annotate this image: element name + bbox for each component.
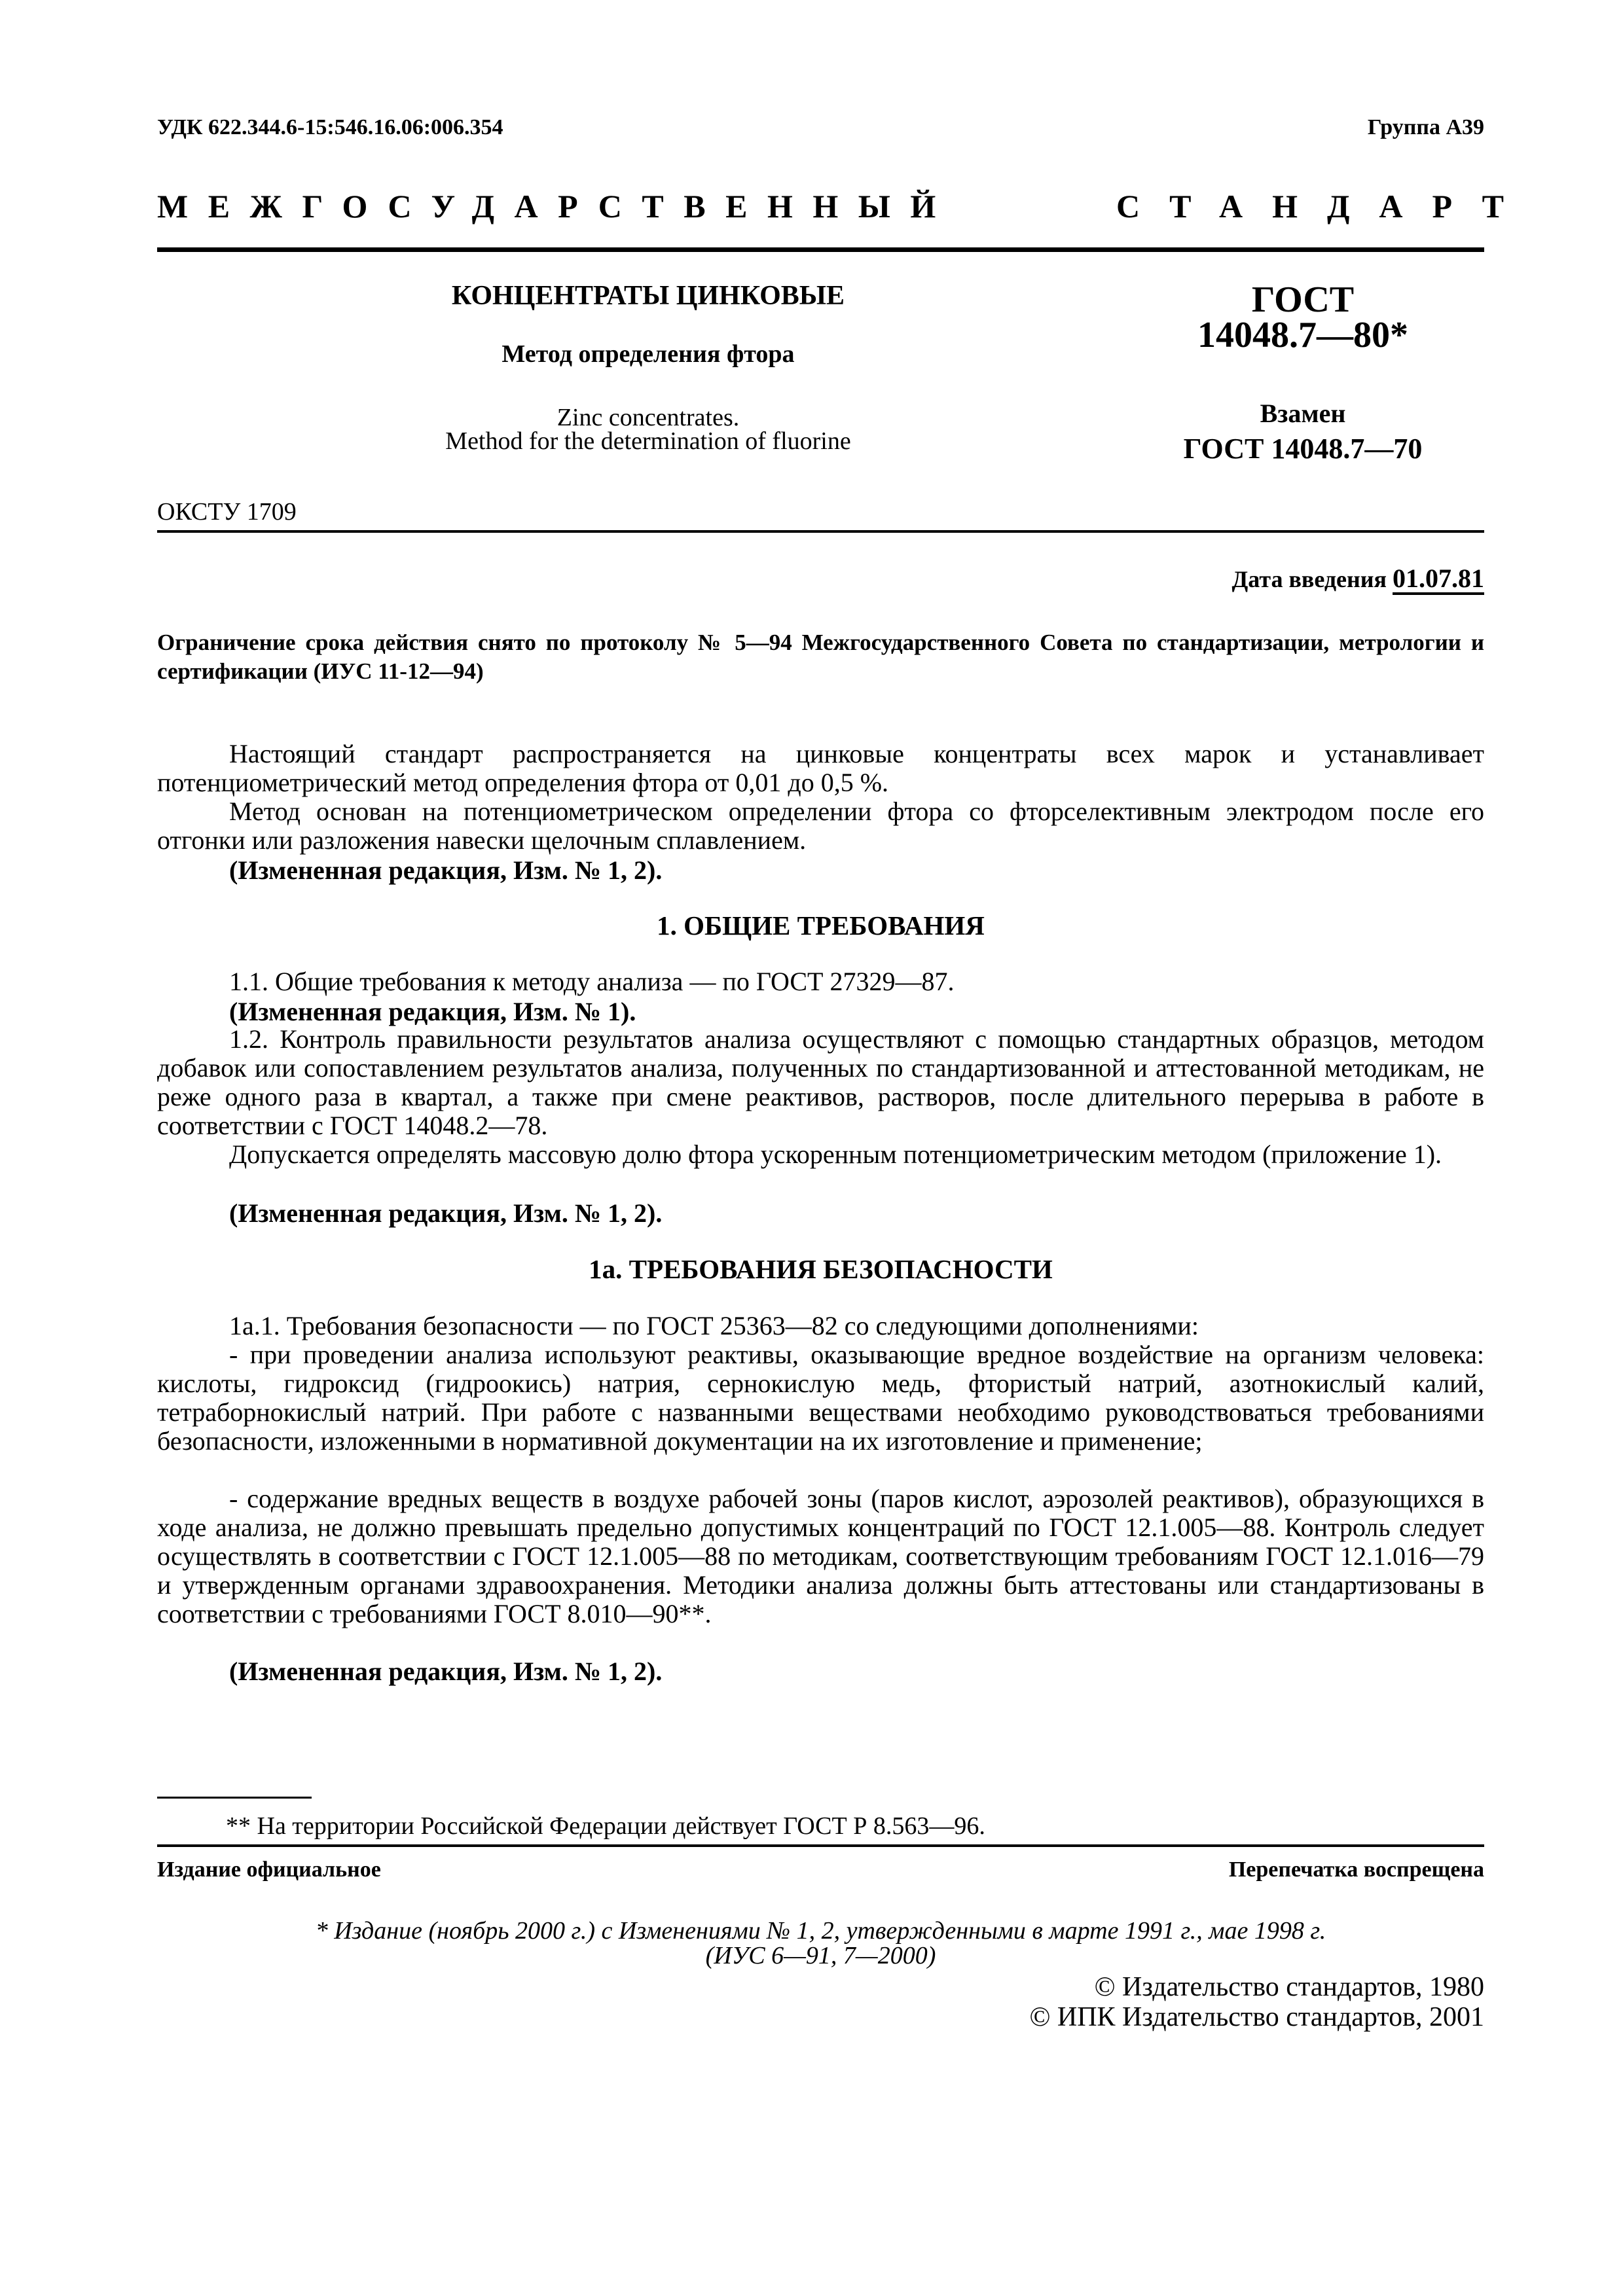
banner-standard: СТАНДАРТ	[1116, 188, 1533, 224]
paragraph-1-1: 1.1. Общие требования к методу анализа — по ГОСТ 27329—87.	[229, 967, 955, 996]
footnote: ** На территории Российской Федерации действует ГОСТ Р 8.563—96.	[226, 1812, 985, 1840]
limitation-note: Ограничение срока действия снято по протоколу № 5—94 Межгосударственного Совета по стандартизации, метрологии и сертификации (ИУС 11-12—94)	[157, 630, 1484, 684]
introduction-date	[1232, 563, 1485, 594]
section-heading-general: 1. ОБЩИЕ ТРЕБОВАНИЯ	[657, 910, 985, 941]
paragraph-1-2: 1.2. Контроль правильности результатов анализа осуществляют с помощью стандартных образцов, методом добавок или сопоставлением результатов анализа, полученных по стандартизованной и аттестованной методикам, не реже одного раза в квартал, а также при смене реактивов, растворов, после длительного перерыва в работе в соответствии с ГОСТ 14048.2—78.	[157, 1024, 1484, 1140]
amendment-note: (Измененная редакция, Изм. № 1, 2).	[229, 1198, 663, 1228]
replaces-label: Взамен	[1260, 399, 1346, 428]
copyright-1980: © Издательство стандартов, 1980	[1094, 1972, 1484, 2002]
title-block-rule	[157, 530, 1484, 533]
amendment-note: (Измененная редакция, Изм. № 1, 2).	[229, 1657, 663, 1686]
udk-code: УДК 622.344.6-15:546.16.06:006.354	[157, 115, 503, 139]
gost-label: ГОСТ	[1251, 279, 1355, 320]
footer-rule	[157, 1844, 1484, 1847]
banner-interstate: МЕЖГОСУДАРСТВЕННЫЙ	[157, 188, 956, 224]
edition-note-line-2: (ИУС 6—91, 7—2000)	[705, 1942, 936, 1969]
english-title-line-1: Zinc concentrates.	[556, 404, 740, 431]
header-rule	[157, 247, 1484, 252]
introduction-date-label: Дата введения	[1231, 566, 1387, 592]
official-edition: Издание официальное	[157, 1857, 381, 1882]
paragraph-1a-1: 1а.1. Требования безопасности — по ГОСТ 25363—82 со следующими дополнениями:	[229, 1311, 1199, 1340]
amendment-note: (Измененная редакция, Изм. № 1).	[229, 997, 636, 1026]
edition-note-line-1: * Издание (ноябрь 2000 г.) с Изменениями № 1, 2, утвержденными в марте 1991 г., мае 1998 г.	[315, 1917, 1326, 1945]
paragraph-method: Метод основан на потенциометрическом определении фтора со фторселективным электродом после его отгонки или разложения навески щелочным сплавлением.	[157, 797, 1484, 855]
document-subtitle: Метод определения фтора	[501, 340, 795, 368]
replaces-number: ГОСТ 14048.7—70	[1183, 433, 1423, 465]
copyright-2001: © ИПК Издательство стандартов, 2001	[1029, 2002, 1484, 2032]
group-code: Группа А39	[1367, 115, 1484, 139]
english-title-line-2: Method for the determination of fluorine	[445, 427, 851, 455]
gost-number: 14048.7—80*	[1197, 315, 1408, 355]
footnote-separator	[157, 1797, 312, 1799]
section-heading-safety: 1а. ТРЕБОВАНИЯ БЕЗОПАСНОСТИ	[589, 1254, 1053, 1284]
okstu-code: ОКСТУ 1709	[157, 498, 297, 526]
paragraph-scope: Настоящий стандарт распространяется на цинковые концентраты всех марок и устанавливает потенциометрический метод определения фтора от 0,01 до 0,5 %.	[157, 739, 1484, 797]
paragraph-1a-1-air: - содержание вредных веществ в воздухе рабочей зоны (паров кислот, аэрозолей реактивов), образующихся в ходе анализа, не должно превышать предельно допустимых концентраций по ГОСТ 12.1.005—88. Контроль следует осуществлять в соответствии с ГОСТ 12.1.005—88 по методикам, соответствующим требованиям ГОСТ 12.1.016—79 и утвержденным органами здравоохранения. Методики анализа должны быть аттестованы или стандартизованы в соответствии с требованиями ГОСТ 8.010—90**.	[157, 1484, 1484, 1628]
amendment-note: (Измененная редакция, Изм. № 1, 2).	[229, 855, 663, 885]
paragraph-1a-1-reagents: - при проведении анализа используют реактивы, оказывающие вредное воздействие на организм человека: кислоты, гидроксид (гидроокись) натрия, сернокислую медь, фтористый натрий, азотнокислый калий, тетраборнокислый натрий. При работе с названными веществами необходимо руководствоваться требованиями безопасности, изложенными в нормативной документации на их изготовление и применение;	[157, 1340, 1484, 1456]
document-title: КОНЦЕНТРАТЫ ЦИНКОВЫЕ	[451, 281, 845, 311]
reprint-prohibited: Перепечатка воспрещена	[1228, 1857, 1484, 1882]
paragraph-1-2-accelerated: Допускается определять массовую долю фтора ускоренным потенциометрическим методом (приложение 1).	[229, 1139, 1442, 1169]
introduction-date-value: 01.07.81	[1393, 564, 1484, 593]
